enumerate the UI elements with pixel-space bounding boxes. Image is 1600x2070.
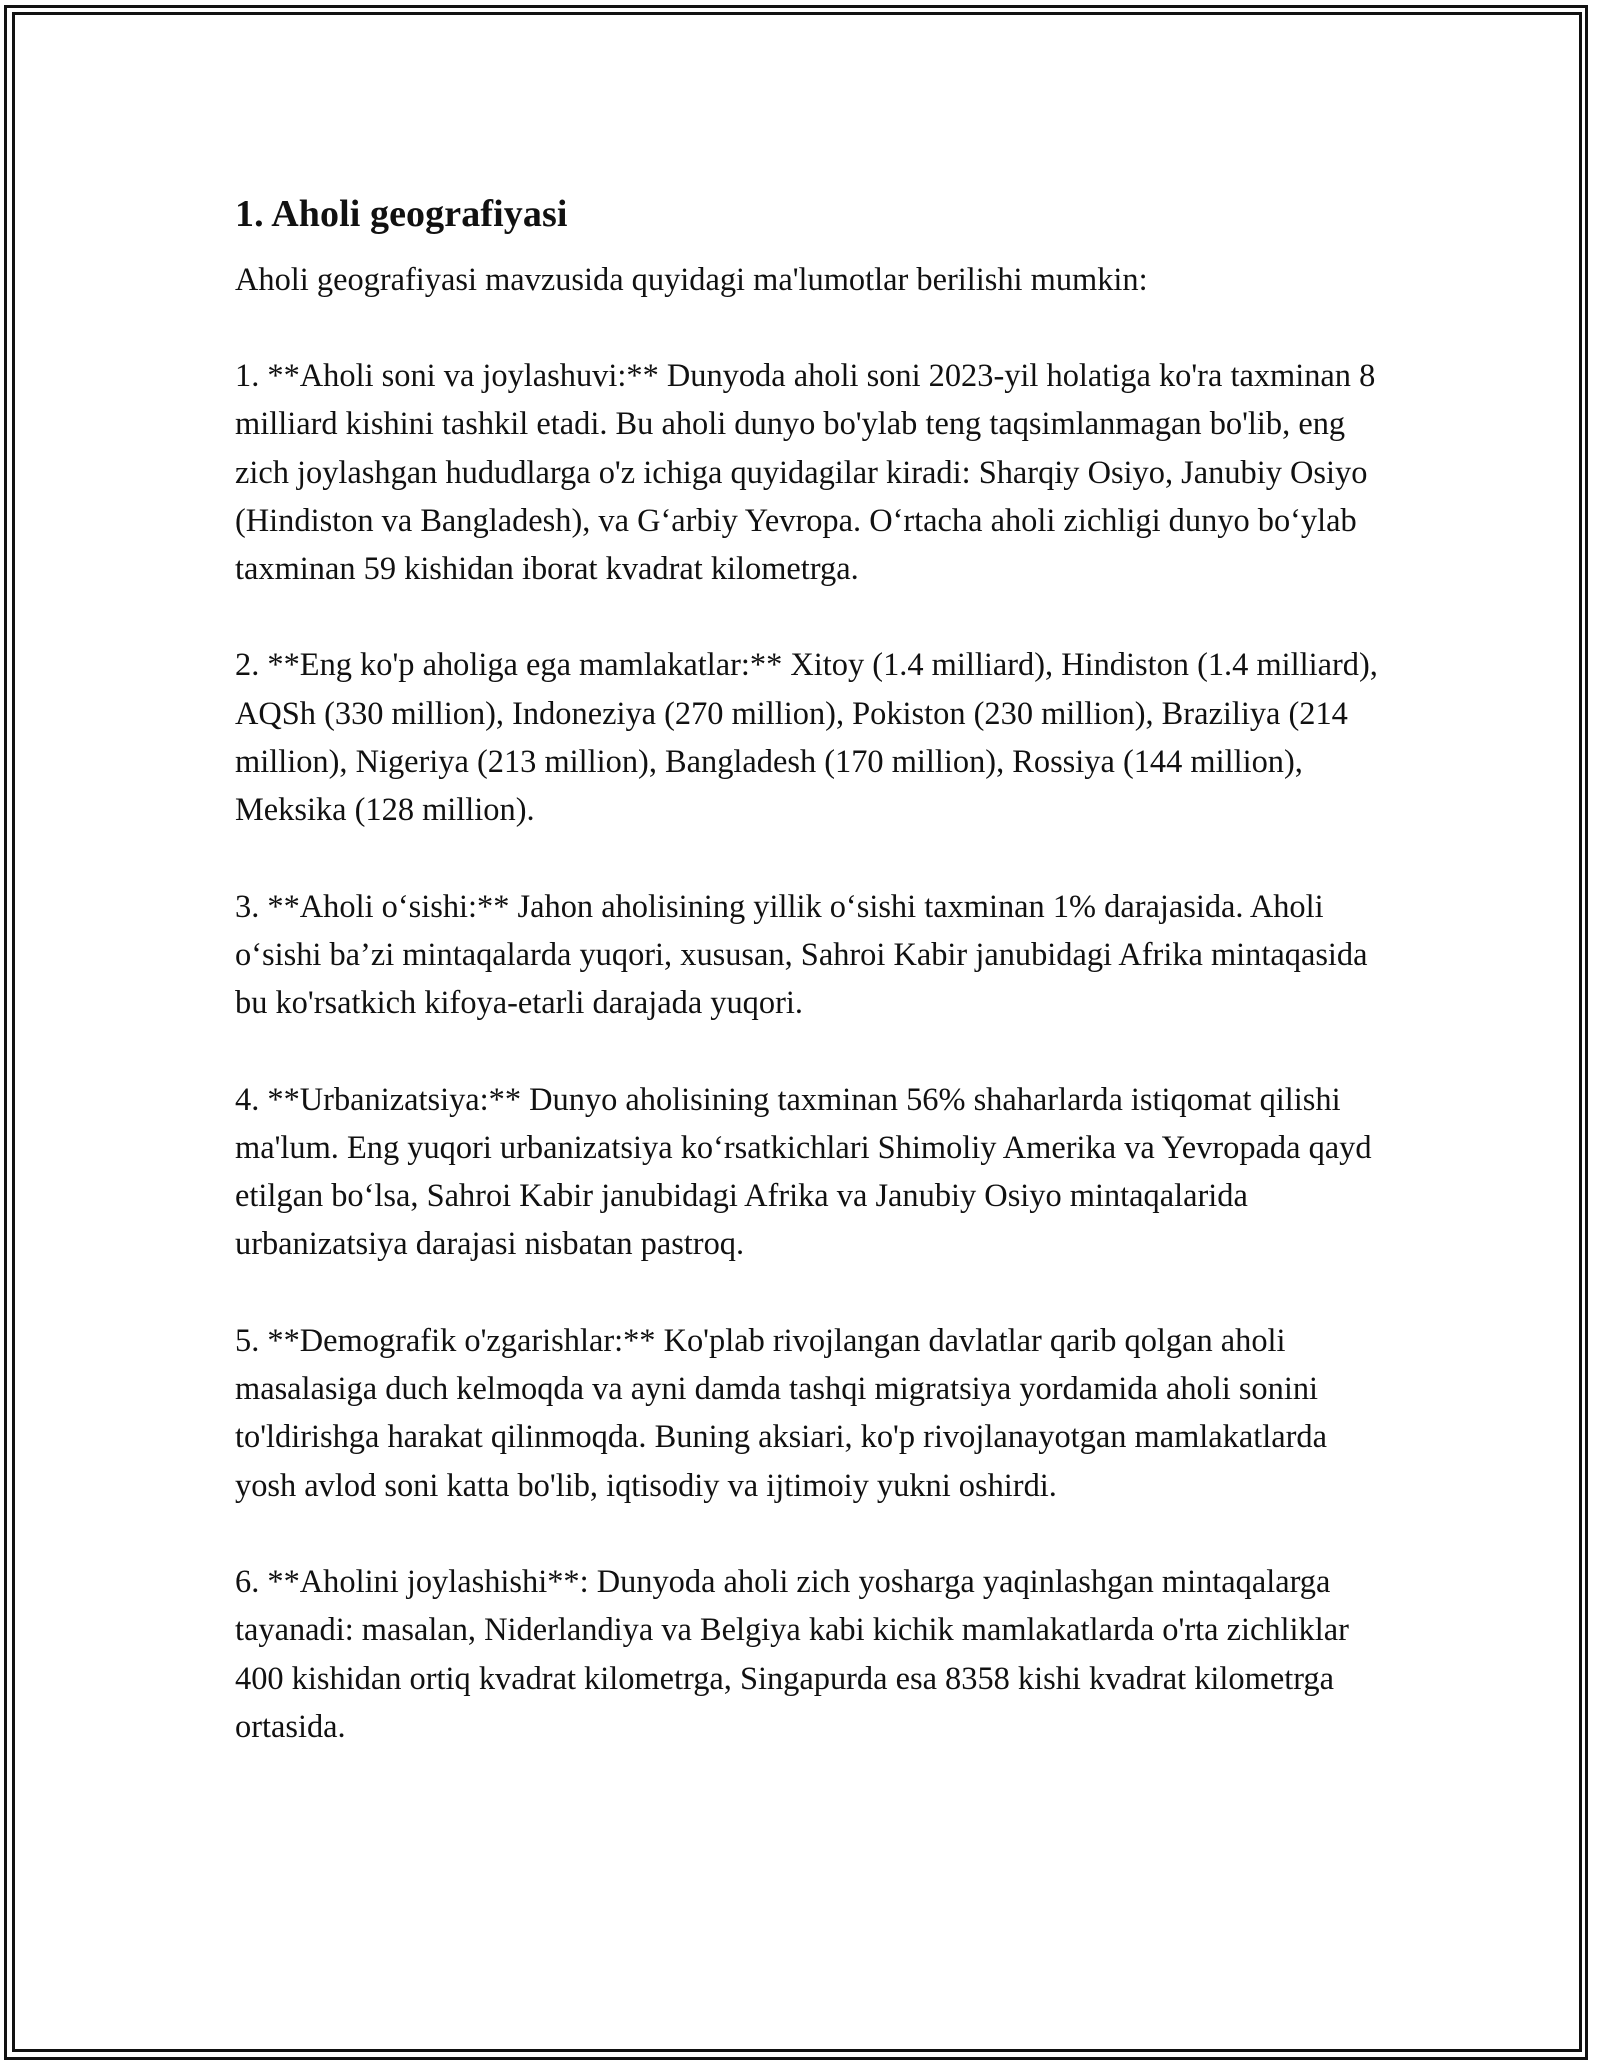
list-item-urbanization: 4. **Urbanizatsiya:** Dunyo aholisining taxminan 56% shaharlarda istiqomat qilishi ma'lum. Eng yuqori urbanizatsiya ko‘rsatkichlari Shimoliy Amerika va Yevropada qayd etilgan bo‘lsa, Sahroi Kabir janubidagi Afrika va Janubiy Osiyo mintaqalarida urbanizatsiya darajasi nisbatan pastroq. bbox=[235, 1081, 1372, 1263]
list-item-population-growth: 3. **Aholi o‘sishi:** Jahon aholisining yillik o‘sishi taxminan 1% darajasida. Aholi o‘sishi ba’zi mintaqalarda yuqori, xususan, Sahroi Kabir janubidagi Afrika mintaqasida bu ko'rsatkich kifoya-etarli darajada yuqori. bbox=[235, 888, 1368, 1022]
list-item-population-count: 1. **Aholi soni va joylashuvi:** Dunyoda aholi soni 2023-yil holatiga ko'ra taxminan 8 milliard kishini tashkil etadi. Bu aholi dunyo bo'ylab teng taqsimlanmagan bo'lib, eng zich joylashgan hududlarga o'z ichiga quyidagilar kiradi: Sharqiy Osiyo, Janubiy Osiyo (Hindiston va Bangladesh), va G‘arbiy Yevropa. O‘rtacha aholi zichligi dunyo bo‘ylab taxminan 59 kishidan iborat kvadrat kilometrga. bbox=[235, 358, 1376, 588]
document-body bbox=[235, 188, 1380, 1751]
document-title: 1. Aholi geografiyasi bbox=[235, 193, 568, 235]
list-item-most-populous-countries: 2. **Eng ko'p aholiga ega mamlakatlar:** Xitoy (1.4 milliard), Hindiston (1.4 milliard), AQSh (330 million), Indoneziya (270 million), Pokiston (230 million), Braziliya (214 million), Nigeriya (213 million), Bangladesh (170 million), Rossiya (144 million), Meksika (128 million). bbox=[235, 647, 1378, 829]
list-item-demographic-changes: 5. **Demografik o'zgarishlar:** Ko'plab rivojlangan davlatlar qarib qolgan aholi masalasiga duch kelmoqda va ayni damda tashqi migratsiya yordamida aholi sonini to'ldirishga harakat qilinmoqda. Buning aksiari, ko'p rivojlanayotgan mamlakatlarda yosh avlod soni katta bo'lib, iqtisodiy va ijtimoiy yukni oshirdi. bbox=[235, 1322, 1327, 1504]
document-intro: Aholi geografiyasi mavzusida quyidagi ma'lumotlar berilishi mumkin: bbox=[235, 262, 1148, 298]
list-item-population-distribution: 6. **Aholini joylashishi**: Dunyoda aholi zich yosharga yaqinlashgan mintaqalarga tayanadi: masalan, Niderlandiya va Belgiya kabi kichik mamlakatlarda o'rta zichliklar 400 kishidan ortiq kvadrat kilometrga, Singapurda esa 8358 kishi kvadrat kilometrga ortasida. bbox=[235, 1563, 1349, 1745]
